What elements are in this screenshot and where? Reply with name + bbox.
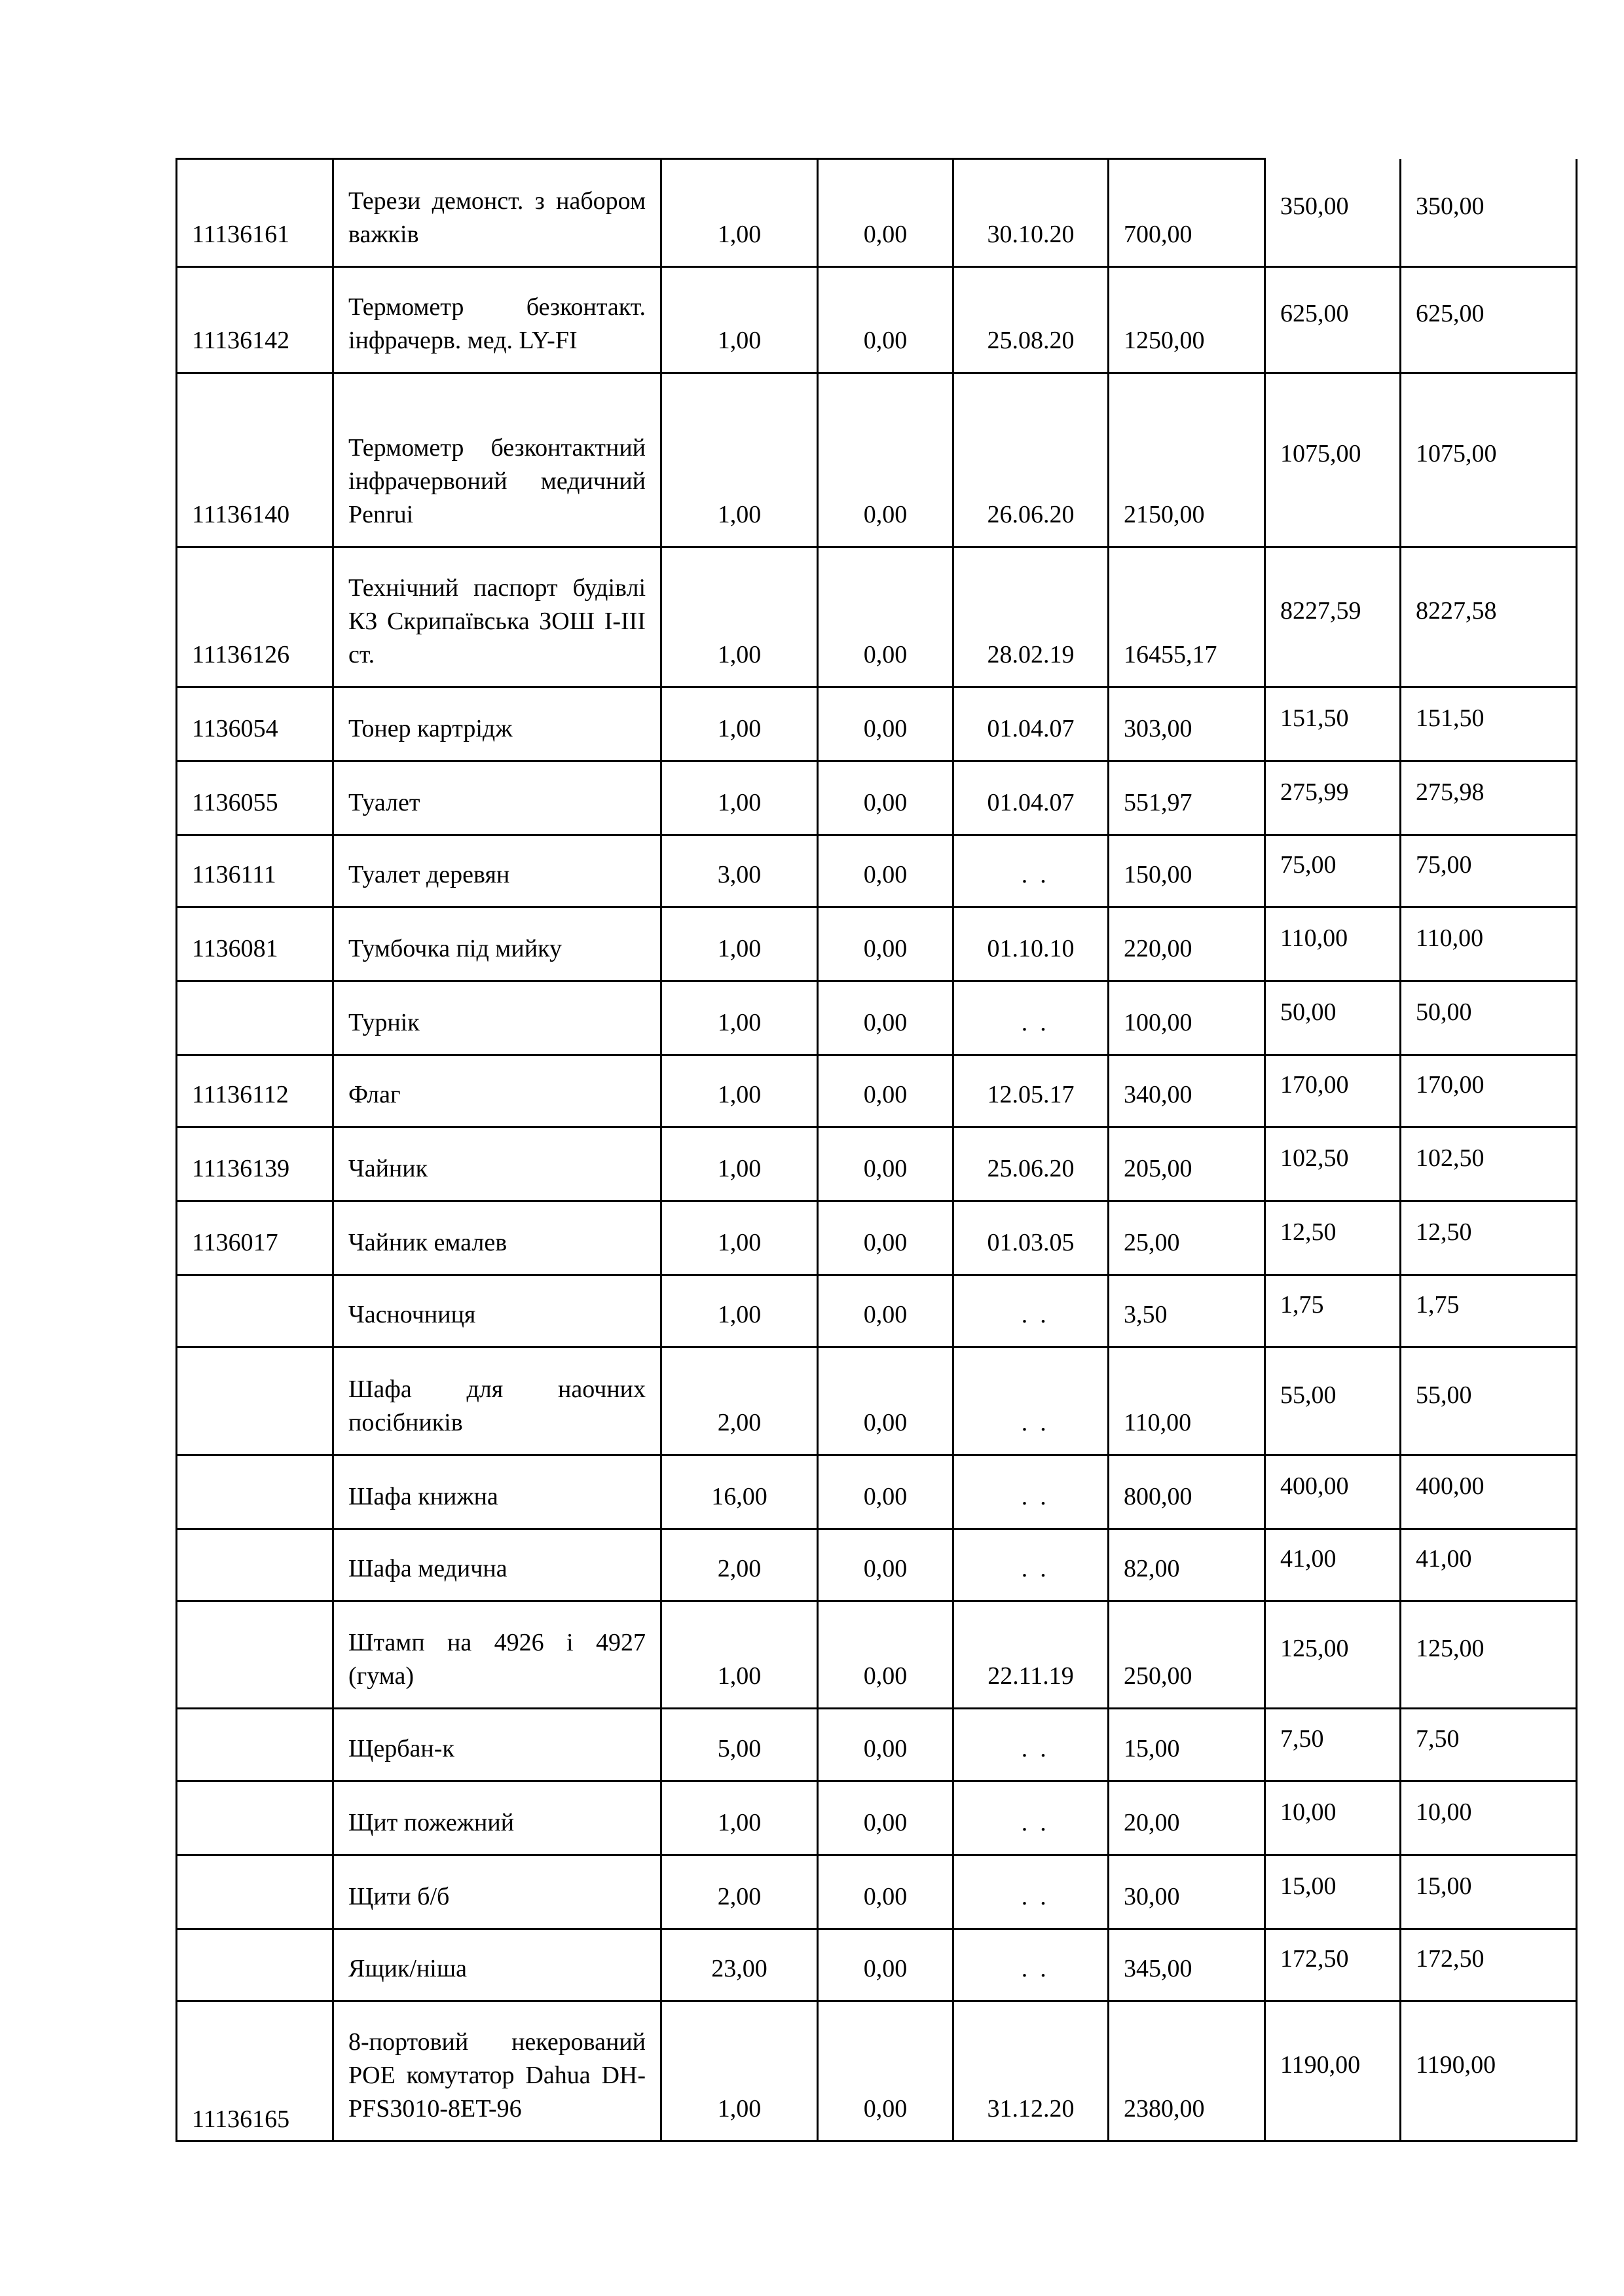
half-value-2-cell: 50,00 (1401, 981, 1577, 1055)
item-name-cell: Чайник емалев (333, 1201, 661, 1275)
inventory-number-cell: 11136142 (177, 267, 333, 373)
wear-value-cell: 0,00 (818, 835, 953, 907)
table-row (177, 2001, 1577, 2141)
table-row (177, 761, 1577, 835)
date-cell: . . (953, 1347, 1109, 1455)
date-cell: . . (953, 1455, 1109, 1529)
wear-value-cell: 0,00 (818, 1929, 953, 2001)
wear-value-cell: 0,00 (818, 267, 953, 373)
quantity-cell: 1,00 (661, 1127, 818, 1201)
half-value-2-cell: 8227,58 (1401, 547, 1577, 687)
half-value-1-cell: 15,00 (1265, 1855, 1401, 1929)
half-value-2-cell: 75,00 (1401, 835, 1577, 907)
item-name-cell: Штамп на 4926 і 4927 (гума) (333, 1601, 661, 1709)
inventory-number-cell (177, 1601, 333, 1709)
table-row (177, 373, 1577, 547)
item-name-cell: Туалет (333, 761, 661, 835)
half-value-1-cell: 1075,00 (1265, 373, 1401, 547)
table-row (177, 1347, 1577, 1455)
wear-value-cell: 0,00 (818, 1055, 953, 1127)
table-row (177, 1455, 1577, 1529)
inventory-number-cell (177, 1347, 333, 1455)
item-name-cell: Турнік (333, 981, 661, 1055)
item-name-cell: Щербан-к (333, 1709, 661, 1781)
inventory-number-cell: 1136017 (177, 1201, 333, 1275)
date-cell: 01.10.10 (953, 907, 1109, 981)
item-name-cell: Тумбочка під мийку (333, 907, 661, 981)
inventory-number-cell: 11136140 (177, 373, 333, 547)
half-value-1-cell: 55,00 (1265, 1347, 1401, 1455)
quantity-cell: 1,00 (661, 1781, 818, 1855)
wear-value-cell: 0,00 (818, 1127, 953, 1201)
inventory-table (175, 158, 1578, 2142)
table-row (177, 1275, 1577, 1347)
date-cell: . . (953, 1929, 1109, 2001)
wear-value-cell: 0,00 (818, 1601, 953, 1709)
table-row (177, 1855, 1577, 1929)
half-value-2-cell: 170,00 (1401, 1055, 1577, 1127)
table-row (177, 1929, 1577, 2001)
quantity-cell: 16,00 (661, 1455, 818, 1529)
cost-cell: 1250,00 (1109, 267, 1265, 373)
half-value-1-cell: 75,00 (1265, 835, 1401, 907)
item-name-cell: Флаг (333, 1055, 661, 1127)
wear-value-cell: 0,00 (818, 159, 953, 267)
quantity-cell: 1,00 (661, 159, 818, 267)
half-value-2-cell: 151,50 (1401, 687, 1577, 761)
quantity-cell: 1,00 (661, 1201, 818, 1275)
half-value-1-cell: 12,50 (1265, 1201, 1401, 1275)
cost-cell: 30,00 (1109, 1855, 1265, 1929)
half-value-2-cell: 1,75 (1401, 1275, 1577, 1347)
item-name-cell: Шафа книжна (333, 1455, 661, 1529)
wear-value-cell: 0,00 (818, 1275, 953, 1347)
item-name-cell: Туалет деревян (333, 835, 661, 907)
half-value-1-cell: 7,50 (1265, 1709, 1401, 1781)
inventory-number-cell (177, 1855, 333, 1929)
wear-value-cell: 0,00 (818, 1201, 953, 1275)
half-value-2-cell: 172,50 (1401, 1929, 1577, 2001)
half-value-2-cell: 41,00 (1401, 1529, 1577, 1601)
half-value-1-cell: 110,00 (1265, 907, 1401, 981)
half-value-1-cell: 10,00 (1265, 1781, 1401, 1855)
quantity-cell: 2,00 (661, 1529, 818, 1601)
cost-cell: 2380,00 (1109, 2001, 1265, 2141)
wear-value-cell: 0,00 (818, 1855, 953, 1929)
date-cell: 22.11.19 (953, 1601, 1109, 1709)
item-name-cell: Термометр безконтактний інфрачервоний медичний Penrui (333, 373, 661, 547)
inventory-number-cell: 11136139 (177, 1127, 333, 1201)
quantity-cell: 1,00 (661, 1601, 818, 1709)
wear-value-cell: 0,00 (818, 907, 953, 981)
date-cell: 12.05.17 (953, 1055, 1109, 1127)
half-value-1-cell: 1190,00 (1265, 2001, 1401, 2141)
inventory-number-cell (177, 1781, 333, 1855)
inventory-number-cell: 1136111 (177, 835, 333, 907)
item-name-cell: 8-портовий некерований POE комутатор Dahua DH-PFS3010-8ET-96 (333, 2001, 661, 2141)
wear-value-cell: 0,00 (818, 1781, 953, 1855)
inventory-number-cell (177, 1275, 333, 1347)
wear-value-cell: 0,00 (818, 2001, 953, 2141)
item-name-cell: Шафа медична (333, 1529, 661, 1601)
date-cell: . . (953, 1529, 1109, 1601)
inventory-number-cell: 11136112 (177, 1055, 333, 1127)
item-name-cell: Чайник (333, 1127, 661, 1201)
cost-cell: 20,00 (1109, 1781, 1265, 1855)
table-row (177, 159, 1577, 267)
quantity-cell: 1,00 (661, 373, 818, 547)
item-name-cell: Терези демонст. з набором важків (333, 159, 661, 267)
item-name-cell: Щит пожежний (333, 1781, 661, 1855)
half-value-1-cell: 1,75 (1265, 1275, 1401, 1347)
date-cell: 01.04.07 (953, 687, 1109, 761)
half-value-2-cell: 55,00 (1401, 1347, 1577, 1455)
half-value-1-cell: 8227,59 (1265, 547, 1401, 687)
half-value-1-cell: 400,00 (1265, 1455, 1401, 1529)
half-value-1-cell: 102,50 (1265, 1127, 1401, 1201)
half-value-2-cell: 12,50 (1401, 1201, 1577, 1275)
half-value-2-cell: 7,50 (1401, 1709, 1577, 1781)
half-value-2-cell: 275,98 (1401, 761, 1577, 835)
cost-cell: 3,50 (1109, 1275, 1265, 1347)
quantity-cell: 1,00 (661, 267, 818, 373)
half-value-2-cell: 350,00 (1401, 159, 1577, 267)
inventory-number-cell (177, 981, 333, 1055)
item-name-cell: Щити б/б (333, 1855, 661, 1929)
date-cell: 25.06.20 (953, 1127, 1109, 1201)
wear-value-cell: 0,00 (818, 1347, 953, 1455)
date-cell: . . (953, 1275, 1109, 1347)
cost-cell: 16455,17 (1109, 547, 1265, 687)
cost-cell: 205,00 (1109, 1127, 1265, 1201)
half-value-2-cell: 125,00 (1401, 1601, 1577, 1709)
inventory-number-cell (177, 1529, 333, 1601)
half-value-1-cell: 625,00 (1265, 267, 1401, 373)
wear-value-cell: 0,00 (818, 761, 953, 835)
inventory-number-cell: 1136055 (177, 761, 333, 835)
half-value-1-cell: 50,00 (1265, 981, 1401, 1055)
table-row (177, 907, 1577, 981)
item-name-cell: Тонер картрідж (333, 687, 661, 761)
table-row (177, 981, 1577, 1055)
inventory-number-cell: 11136161 (177, 159, 333, 267)
half-value-1-cell: 41,00 (1265, 1529, 1401, 1601)
date-cell: 28.02.19 (953, 547, 1109, 687)
half-value-1-cell: 172,50 (1265, 1929, 1401, 2001)
half-value-1-cell: 275,99 (1265, 761, 1401, 835)
cost-cell: 25,00 (1109, 1201, 1265, 1275)
wear-value-cell: 0,00 (818, 1709, 953, 1781)
date-cell: . . (953, 981, 1109, 1055)
date-cell: 31.12.20 (953, 2001, 1109, 2141)
quantity-cell: 1,00 (661, 2001, 818, 2141)
table-row (177, 687, 1577, 761)
table-row (177, 267, 1577, 373)
half-value-2-cell: 400,00 (1401, 1455, 1577, 1529)
half-value-2-cell: 110,00 (1401, 907, 1577, 981)
table-row (177, 1127, 1577, 1201)
cost-cell: 340,00 (1109, 1055, 1265, 1127)
wear-value-cell: 0,00 (818, 1455, 953, 1529)
inventory-number-cell: 11136165 (177, 2001, 333, 2141)
half-value-1-cell: 125,00 (1265, 1601, 1401, 1709)
quantity-cell: 1,00 (661, 1275, 818, 1347)
quantity-cell: 1,00 (661, 761, 818, 835)
cost-cell: 2150,00 (1109, 373, 1265, 547)
item-name-cell: Часночниця (333, 1275, 661, 1347)
table-row (177, 835, 1577, 907)
half-value-2-cell: 1190,00 (1401, 2001, 1577, 2141)
table-row (177, 547, 1577, 687)
cost-cell: 250,00 (1109, 1601, 1265, 1709)
date-cell: . . (953, 1709, 1109, 1781)
cost-cell: 110,00 (1109, 1347, 1265, 1455)
item-name-cell: Технічний паспорт будівлі КЗ Скрипаївська ЗОШ І-ІІІ ст. (333, 547, 661, 687)
inventory-table-body (177, 159, 1577, 2141)
quantity-cell: 2,00 (661, 1855, 818, 1929)
quantity-cell: 1,00 (661, 907, 818, 981)
quantity-cell: 1,00 (661, 981, 818, 1055)
half-value-2-cell: 625,00 (1401, 267, 1577, 373)
half-value-2-cell: 1075,00 (1401, 373, 1577, 547)
wear-value-cell: 0,00 (818, 687, 953, 761)
table-row (177, 1709, 1577, 1781)
date-cell: . . (953, 1855, 1109, 1929)
inventory-number-cell: 11136126 (177, 547, 333, 687)
date-cell: 01.03.05 (953, 1201, 1109, 1275)
cost-cell: 82,00 (1109, 1529, 1265, 1601)
inventory-number-cell (177, 1929, 333, 2001)
date-cell: . . (953, 835, 1109, 907)
item-name-cell: Шафа для наочних посібників (333, 1347, 661, 1455)
cost-cell: 220,00 (1109, 907, 1265, 981)
wear-value-cell: 0,00 (818, 1529, 953, 1601)
cost-cell: 345,00 (1109, 1929, 1265, 2001)
table-row (177, 1201, 1577, 1275)
date-cell: 25.08.20 (953, 267, 1109, 373)
wear-value-cell: 0,00 (818, 547, 953, 687)
table-row (177, 1601, 1577, 1709)
quantity-cell: 1,00 (661, 547, 818, 687)
quantity-cell: 5,00 (661, 1709, 818, 1781)
quantity-cell: 23,00 (661, 1929, 818, 2001)
cost-cell: 700,00 (1109, 159, 1265, 267)
date-cell: 01.04.07 (953, 761, 1109, 835)
wear-value-cell: 0,00 (818, 981, 953, 1055)
cost-cell: 551,97 (1109, 761, 1265, 835)
half-value-2-cell: 15,00 (1401, 1855, 1577, 1929)
quantity-cell: 1,00 (661, 1055, 818, 1127)
inventory-number-cell (177, 1709, 333, 1781)
cost-cell: 800,00 (1109, 1455, 1265, 1529)
item-name-cell: Термометр безконтакт. інфрачерв. мед. LY-FI (333, 267, 661, 373)
inventory-number-cell: 1136054 (177, 687, 333, 761)
half-value-1-cell: 151,50 (1265, 687, 1401, 761)
quantity-cell: 2,00 (661, 1347, 818, 1455)
date-cell: 26.06.20 (953, 373, 1109, 547)
half-value-1-cell: 350,00 (1265, 159, 1401, 267)
half-value-2-cell: 10,00 (1401, 1781, 1577, 1855)
item-name-cell: Ящик/ніша (333, 1929, 661, 2001)
quantity-cell: 3,00 (661, 835, 818, 907)
half-value-1-cell: 170,00 (1265, 1055, 1401, 1127)
cost-cell: 150,00 (1109, 835, 1265, 907)
inventory-number-cell: 1136081 (177, 907, 333, 981)
quantity-cell: 1,00 (661, 687, 818, 761)
half-value-2-cell: 102,50 (1401, 1127, 1577, 1201)
cost-cell: 303,00 (1109, 687, 1265, 761)
inventory-number-cell (177, 1455, 333, 1529)
table-row (177, 1055, 1577, 1127)
table-row (177, 1529, 1577, 1601)
cost-cell: 100,00 (1109, 981, 1265, 1055)
date-cell: 30.10.20 (953, 159, 1109, 267)
cost-cell: 15,00 (1109, 1709, 1265, 1781)
table-row (177, 1781, 1577, 1855)
date-cell: . . (953, 1781, 1109, 1855)
wear-value-cell: 0,00 (818, 373, 953, 547)
